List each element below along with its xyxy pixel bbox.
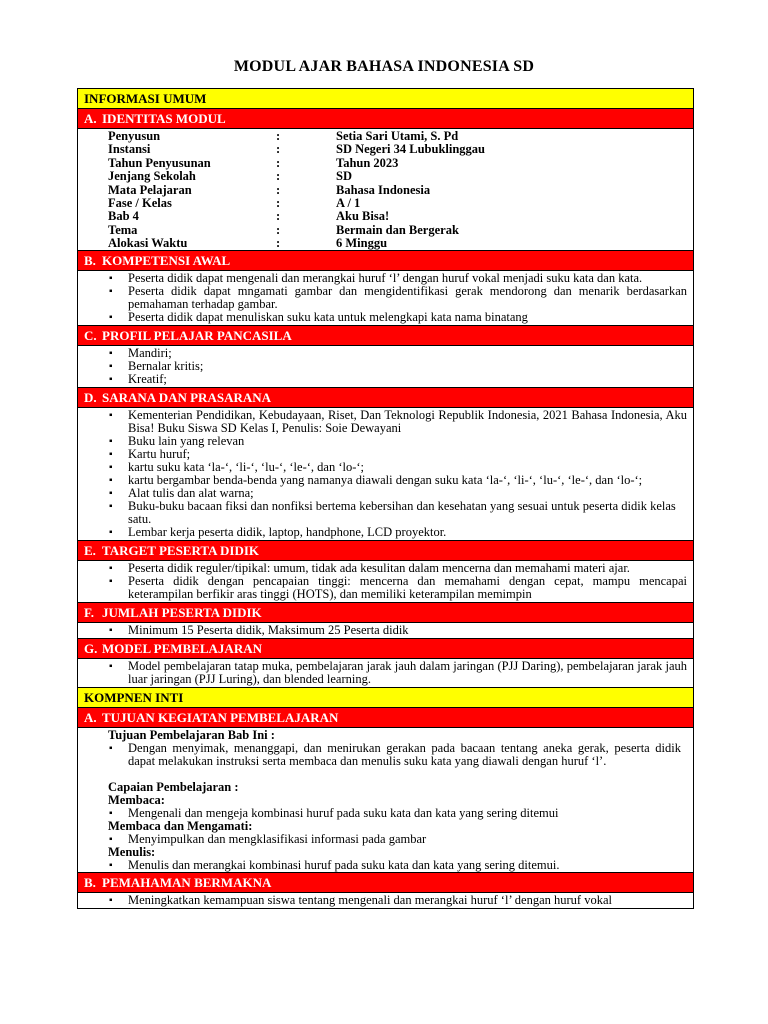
row-colon: : (276, 195, 281, 210)
target-body (78, 561, 693, 603)
document-title: MODUL AJAR BAHASA INDONESIA SD (233, 58, 535, 75)
list-item: ▪ kartu bergambar benda-benda yang namanya diawali dengan suku kata ‘la-‘, ‘li-‘, ‘lu-‘, ‘le-‘, dan ‘lo-‘; (128, 474, 687, 487)
list-item: ▪ Mandiri; (128, 347, 687, 360)
list-item: ▪ Kreatif; (128, 373, 687, 386)
row-key: Instansi (108, 142, 151, 157)
section-title: MODEL PEMBELAJARAN (102, 641, 262, 656)
model-body (78, 659, 693, 688)
section-letter: F. (84, 605, 94, 620)
section-title: KOMPETENSI AWAL (102, 253, 231, 268)
identitas-row (108, 143, 693, 156)
section-letter: G. (84, 641, 98, 656)
list-item: ▪ Kartu huruf; (128, 448, 687, 461)
row-value: 6 Minggu (336, 236, 388, 251)
list-item: ▪ Peserta didik dapat menuliskan suku kata untuk melengkapi kata nama binatang (128, 311, 687, 324)
kompetensi-header (78, 251, 693, 271)
list-item: ▪ Alat tulis dan alat warna; (128, 487, 687, 500)
pemahaman-body (78, 893, 693, 908)
subheading: Menulis: (108, 845, 156, 859)
list-item: ▪ Bernalar kritis; (128, 360, 687, 373)
row-value: SD (336, 169, 352, 184)
subheading: Capaian Pembelajaran : (108, 780, 239, 794)
subheading: Membaca dan Mengamati: (108, 819, 253, 833)
list-item: ▪ Buku-buku bacaan fiksi dan nonfiksi bertema kebersihan dan kesehatan yang sesuai untuk peserta didik kelas satu. (128, 500, 687, 526)
list-item: ▪ Peserta didik reguler/tipikal: umum, tidak ada kesulitan dalam mencerna dan memahami materi ajar. (128, 562, 687, 575)
identitas-row (108, 197, 693, 210)
row-key: Alokasi Waktu (108, 236, 188, 251)
row-key: Tema (108, 222, 138, 237)
identitas-row (108, 170, 693, 183)
identitas-row (108, 237, 693, 250)
list-item: ▪ Kementerian Pendidikan, Kebudayaan, Riset, Dan Teknologi Republik Indonesia, 2021 Bahasa Indonesia, Aku Bisa! Buku Siswa SD Kelas I, Penulis: Soie Dewayani (128, 409, 687, 435)
sarana-body (78, 408, 693, 541)
jumlah-body (78, 623, 693, 639)
section-letter: C. (84, 328, 97, 343)
profil-body (78, 346, 693, 388)
identitas-body (78, 129, 693, 251)
pemahaman-header (78, 873, 693, 893)
section-title: TUJUAN KEGIATAN PEMBELAJARAN (102, 710, 339, 725)
list-item: ▪ Peserta didik dapat mengenali dan merangkai huruf ‘l’ dengan huruf vokal menjadi suku kata dan kata. (128, 272, 687, 285)
row-value: Bermain dan Bergerak (336, 222, 459, 237)
section-title: IDENTITAS MODUL (102, 111, 226, 126)
identitas-row (108, 130, 693, 143)
list-item: ▪ Dengan menyimak, menanggapi, dan menirukan gerakan pada bacaan tentang aneka gerak, peserta didik dapat melakukan instruksi serta membaca dan menulis suku kata yang diawali dengan huruf ‘l’. (128, 742, 681, 768)
informasi-umum-header: INFORMASI UMUM (78, 89, 693, 109)
tujuan-header (78, 708, 693, 728)
row-colon: : (276, 155, 281, 170)
section-letter: A. (84, 710, 97, 725)
list-item: ▪ Peserta didik dapat mngamati gambar dan mengidentifikasi gerak mendorong dan menarik berdasarkan pemahaman terhadap gambar. (128, 285, 687, 311)
kompetensi-body (78, 271, 693, 326)
subheading: Membaca: (108, 793, 165, 807)
list-item: ▪ Menulis dan merangkai kombinasi huruf pada suku kata dan kata yang sering ditemui. (128, 859, 681, 872)
row-key: Tahun Penyusunan (108, 155, 211, 170)
list-item: ▪ Model pembelajaran tatap muka, pembelajaran jarak jauh dalam jaringan (PJJ Daring), pembelajaran jarak jauh luar jaringan (PJJ Luring), dan blended learning. (128, 660, 687, 686)
row-value: Setia Sari Utami, S. Pd (336, 129, 459, 143)
row-colon: : (276, 236, 281, 251)
list-item: ▪ Menyimpulkan dan mengklasifikasi informasi pada gambar (128, 833, 681, 846)
subheading: Tujuan Pembelajaran Bab Ini : (108, 728, 275, 742)
section-letter: E. (84, 543, 96, 558)
identitas-row (108, 184, 693, 197)
row-key: Fase / Kelas (108, 195, 172, 210)
row-colon: : (276, 182, 281, 197)
row-value: Tahun 2023 (336, 155, 399, 170)
row-colon: : (276, 169, 281, 184)
section-title: PROFIL PELAJAR PANCASILA (102, 328, 292, 343)
jumlah-header (78, 603, 693, 623)
identitas-row (108, 210, 693, 223)
profil-header (78, 326, 693, 346)
list-item: ▪ Buku lain yang relevan (128, 435, 687, 448)
tujuan-body (78, 728, 693, 873)
section-letter: B. (84, 253, 96, 268)
section-title: JUMLAH PESERTA DIDIK (102, 605, 262, 620)
row-key: Jenjang Sekolah (108, 169, 196, 184)
list-item: ▪ Lembar kerja peserta didik, laptop, handphone, LCD proyektor. (128, 526, 687, 539)
module-table (77, 88, 694, 909)
komponen-inti-header: KOMPNEN INTI (78, 688, 693, 708)
row-colon: : (276, 142, 281, 157)
list-item: ▪ kartu suku kata ‘la-‘, ‘li-‘, ‘lu-‘, ‘le-‘, dan ‘lo-‘; (128, 461, 687, 474)
section-letter: D. (84, 390, 97, 405)
identitas-row (108, 157, 693, 170)
sarana-header (78, 388, 693, 408)
row-key: Penyusun (108, 129, 161, 143)
section-title: SARANA DAN PRASARANA (102, 390, 272, 405)
list-item: ▪ Peserta didik dengan pencapaian tinggi: mencerna dan memahami dengan cepat, mampu mencapai keterampilan berfikir aras tinggi (HOTS), dan memiliki keterampilan memimpin (128, 575, 687, 601)
row-colon: : (276, 129, 281, 143)
row-value: SD Negeri 34 Lubuklinggau (336, 142, 485, 157)
list-item: ▪ Meningkatkan kemampuan siswa tentang mengenali dan merangkai huruf ‘l’ dengan huruf vokal (128, 894, 687, 907)
list-item: ▪ Mengenali dan mengeja kombinasi huruf pada suku kata dan kata yang sering ditemui (128, 807, 681, 820)
model-header (78, 639, 693, 659)
row-key: Bab 4 (108, 209, 139, 224)
row-value: A / 1 (336, 195, 361, 210)
section-letter: B. (84, 875, 96, 890)
row-key: Mata Pelajaran (108, 182, 192, 197)
target-header (78, 541, 693, 561)
identitas-header (78, 109, 693, 129)
row-colon: : (276, 222, 281, 237)
section-letter: A. (84, 111, 97, 126)
identitas-row (108, 224, 693, 237)
row-colon: : (276, 209, 281, 224)
section-title: PEMAHAMAN BERMAKNA (102, 875, 272, 890)
row-value: Bahasa Indonesia (336, 182, 431, 197)
section-title: TARGET PESERTA DIDIK (102, 543, 260, 558)
row-value: Aku Bisa! (336, 209, 390, 224)
list-item: ▪ Minimum 15 Peserta didik, Maksimum 25 Peserta didik (128, 624, 687, 637)
